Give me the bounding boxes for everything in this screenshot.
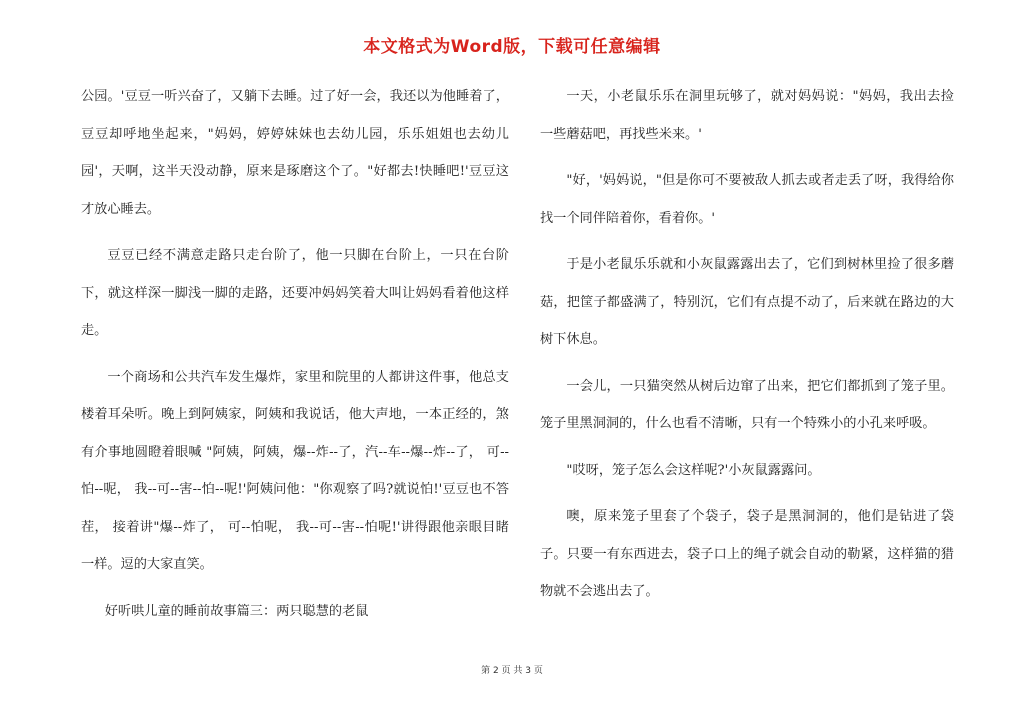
paragraph: 公园。'豆豆一听兴奋了，又躺下去睡。过了好一会，我还以为他睡着了，豆豆却呼地坐起来，"妈妈，婷婷妹妹也去幼儿园，乐乐姐姐也去幼儿园'，天啊，这半天没动静，原来是琢磨这个了。"好都去!快睡吧!'豆豆这才放心睡去。 (81, 89, 509, 217)
paragraph: 豆豆已经不满意走路只走台阶了，他一只脚在台阶上，一只在台阶下，就这样深一脚浅一脚的走路，还要冲妈妈笑着大叫让妈妈看着他这样走。 (81, 248, 509, 338)
paragraph: "好，'妈妈说，"但是你可不要被敌人抓去或者走丢了呀，我得给你找一个同伴陪着你，看着你。' (540, 173, 954, 226)
paragraph: 一天，小老鼠乐乐在洞里玩够了，就对妈妈说："妈妈，我出去捡一些蘑菇吧，再找些米来。' (540, 89, 954, 142)
word-format-banner: 本文格式为Word版，下载可任意编辑 (363, 37, 661, 57)
paragraph: "哎呀，笼子怎么会这样呢?'小灰鼠露露问。 (566, 462, 821, 478)
right-text-column (540, 78, 954, 620)
section-heading: 好听哄儿童的睡前故事篇三：两只聪慧的老鼠 (104, 603, 369, 619)
paragraph: 于是小老鼠乐乐就和小灰鼠露露出去了，它们到树林里捡了很多蘑菇，把筐子都盛满了，特别沉，它们有点提不动了，后来就在路边的大树下休息。 (540, 257, 954, 347)
left-text-column (81, 78, 509, 639)
page-number: 第 2 页 共 3 页 (481, 666, 543, 676)
paragraph: 一个商场和公共汽车发生爆炸，家里和院里的人都讲这件事，他总支楼着耳朵听。晚上到阿姨家，阿姨和我说话，他大声地，一本正经的，煞有介事地圆瞪着眼喊 "阿姨，阿姨，爆--炸--了，汽--车--爆--炸--了， 可--怕--呢， 我--可--害--怕--呢!'阿姨问他："你观察了吗?就说怕!'豆豆也不答茬， 接着讲"爆--炸了， 可--怕呢， 我--可--害--怕呢!'讲得跟他亲眼目睹一样。逗的大家直笑。 (81, 369, 509, 572)
paragraph: 一会儿，一只猫突然从树后边窜了出来，把它们都抓到了笼子里。笼子里黑洞洞的，什么也看不清晰，只有一个特殊小的小孔来呼吸。 (540, 378, 954, 431)
paragraph: 噢，原来笼子里套了个袋子，袋子是黑洞洞的，他们是钻进了袋子。只要一有东西进去，袋子口上的绳子就会自动的勒紧，这样猫的猎物就不会逃出去了。 (540, 509, 954, 599)
